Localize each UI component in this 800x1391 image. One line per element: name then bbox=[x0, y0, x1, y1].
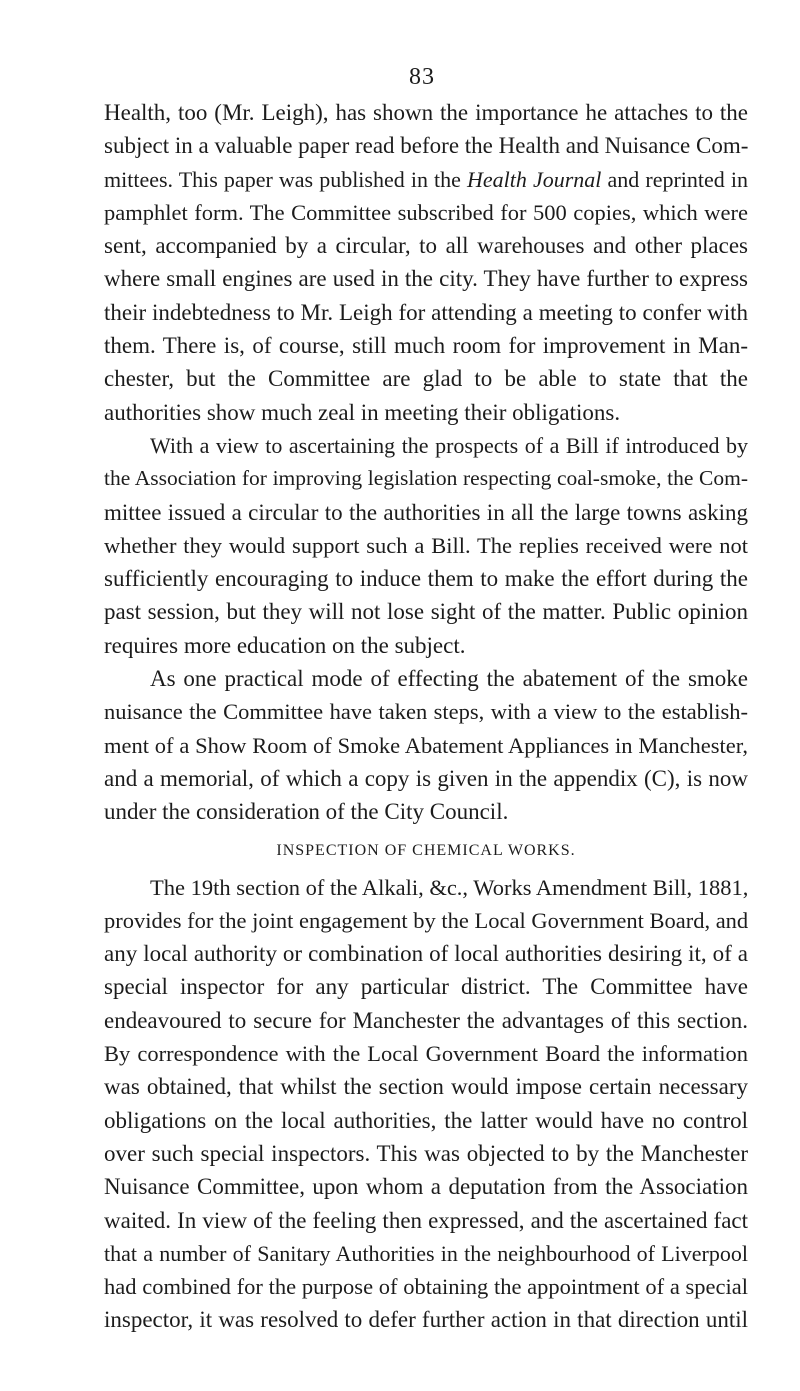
body-text bbox=[104, 96, 748, 1337]
text-line: their indebtedness to Mr. Leigh for attending a meeting to confer with bbox=[104, 299, 748, 325]
journal-title: Health Journal bbox=[467, 166, 602, 192]
text-line: had combined for the purpose of obtaining the appointment of a special bbox=[104, 1274, 748, 1300]
text-line: over such special inspectors. This was objected to by the Manchester bbox=[104, 1140, 748, 1166]
paragraph bbox=[104, 871, 748, 1337]
text-line: any local authority or combination of local authorities desiring it, of a bbox=[104, 941, 748, 967]
text-line: them. There is, of course, still much room for improvement in Man- bbox=[104, 333, 748, 359]
text-line: past session, but they will not lose sight of the matter. Public opinion bbox=[104, 599, 748, 625]
text-line: provides for the joint engagement by the Local Government Board, and bbox=[104, 907, 749, 933]
text-line: endeavoured to secure for Manchester the advantages of this section. bbox=[104, 1007, 748, 1033]
text-line: obligations on the local authorities, the latter would have no control bbox=[104, 1107, 748, 1133]
text-line: With a view to ascertaining the prospects of a Bill if introduced by bbox=[150, 432, 748, 458]
text-line: authorities show much zeal in meeting their obligations. bbox=[104, 399, 621, 425]
text-line: was obtained, that whilst the section would impose certain necessary bbox=[104, 1074, 748, 1100]
text-line: and a memorial, of which a copy is given in the appendix (C), is now bbox=[104, 765, 748, 791]
text-line: special inspector for any particular district. The Committee have bbox=[104, 974, 748, 1000]
text-line: whether they would support such a Bill. The replies received were not bbox=[104, 532, 748, 558]
text-line: sent, accompanied by a circular, to all warehouses and other places bbox=[104, 233, 748, 259]
text-line bbox=[104, 163, 748, 196]
section-heading: INSPECTION OF CHEMICAL WORKS. bbox=[276, 841, 576, 859]
text-line: Nuisance Committee, upon whom a deputation from the Association bbox=[104, 1174, 748, 1200]
text-line: Health, too (Mr. Leigh), has shown the importance he attaches to the bbox=[104, 100, 748, 125]
text-segment: and reprinted in bbox=[607, 166, 748, 192]
text-line: where small engines are used in the city. They have further to express bbox=[104, 266, 748, 292]
text-line: requires more education on the subject. bbox=[104, 632, 466, 658]
text-line: nuisance the Committee have taken steps, with a view to the establish- bbox=[104, 699, 748, 725]
paragraph bbox=[104, 96, 748, 429]
text-line: under the consideration of the City Council. bbox=[104, 799, 509, 825]
text-line: As one practical mode of effecting the abatement of the smoke bbox=[150, 666, 748, 692]
text-segment: mittees. This paper was published in the bbox=[104, 166, 461, 192]
text-line: ment of a Show Room of Smoke Abatement Appliances in Manchester, bbox=[104, 732, 748, 758]
text-line: pamphlet form. The Committee subscribed for 500 copies, which were bbox=[104, 199, 748, 225]
text-line: that a number of Sanitary Authorities in the neighbourhood of Liverpool bbox=[104, 1240, 748, 1266]
text-line: waited. In view of the feeling then expressed, and the ascertained fact bbox=[104, 1207, 748, 1233]
text-line: inspector, it was resolved to defer further action in that direction until bbox=[104, 1307, 748, 1333]
text-line: By correspondence with the Local Government Board the information bbox=[104, 1041, 748, 1067]
text-line: The 19th section of the Alkali, &c., Works Amendment Bill, 1881, bbox=[150, 874, 749, 900]
text-line: the Association for improving legislation respecting coal-smoke, the Com- bbox=[104, 466, 748, 491]
text-line: subject in a valuable paper read before the Health and Nuisance Com- bbox=[104, 133, 749, 159]
text-line: sufficiently encouraging to induce them to make the effort during the bbox=[104, 566, 748, 592]
page-number: 83 bbox=[409, 64, 435, 90]
paragraph bbox=[104, 429, 748, 662]
text-line: mittee issued a circular to the authorities in all the large towns asking bbox=[104, 499, 748, 525]
text-line: chester, but the Committee are glad to be able to state that the bbox=[104, 366, 748, 392]
paragraph bbox=[104, 662, 748, 828]
